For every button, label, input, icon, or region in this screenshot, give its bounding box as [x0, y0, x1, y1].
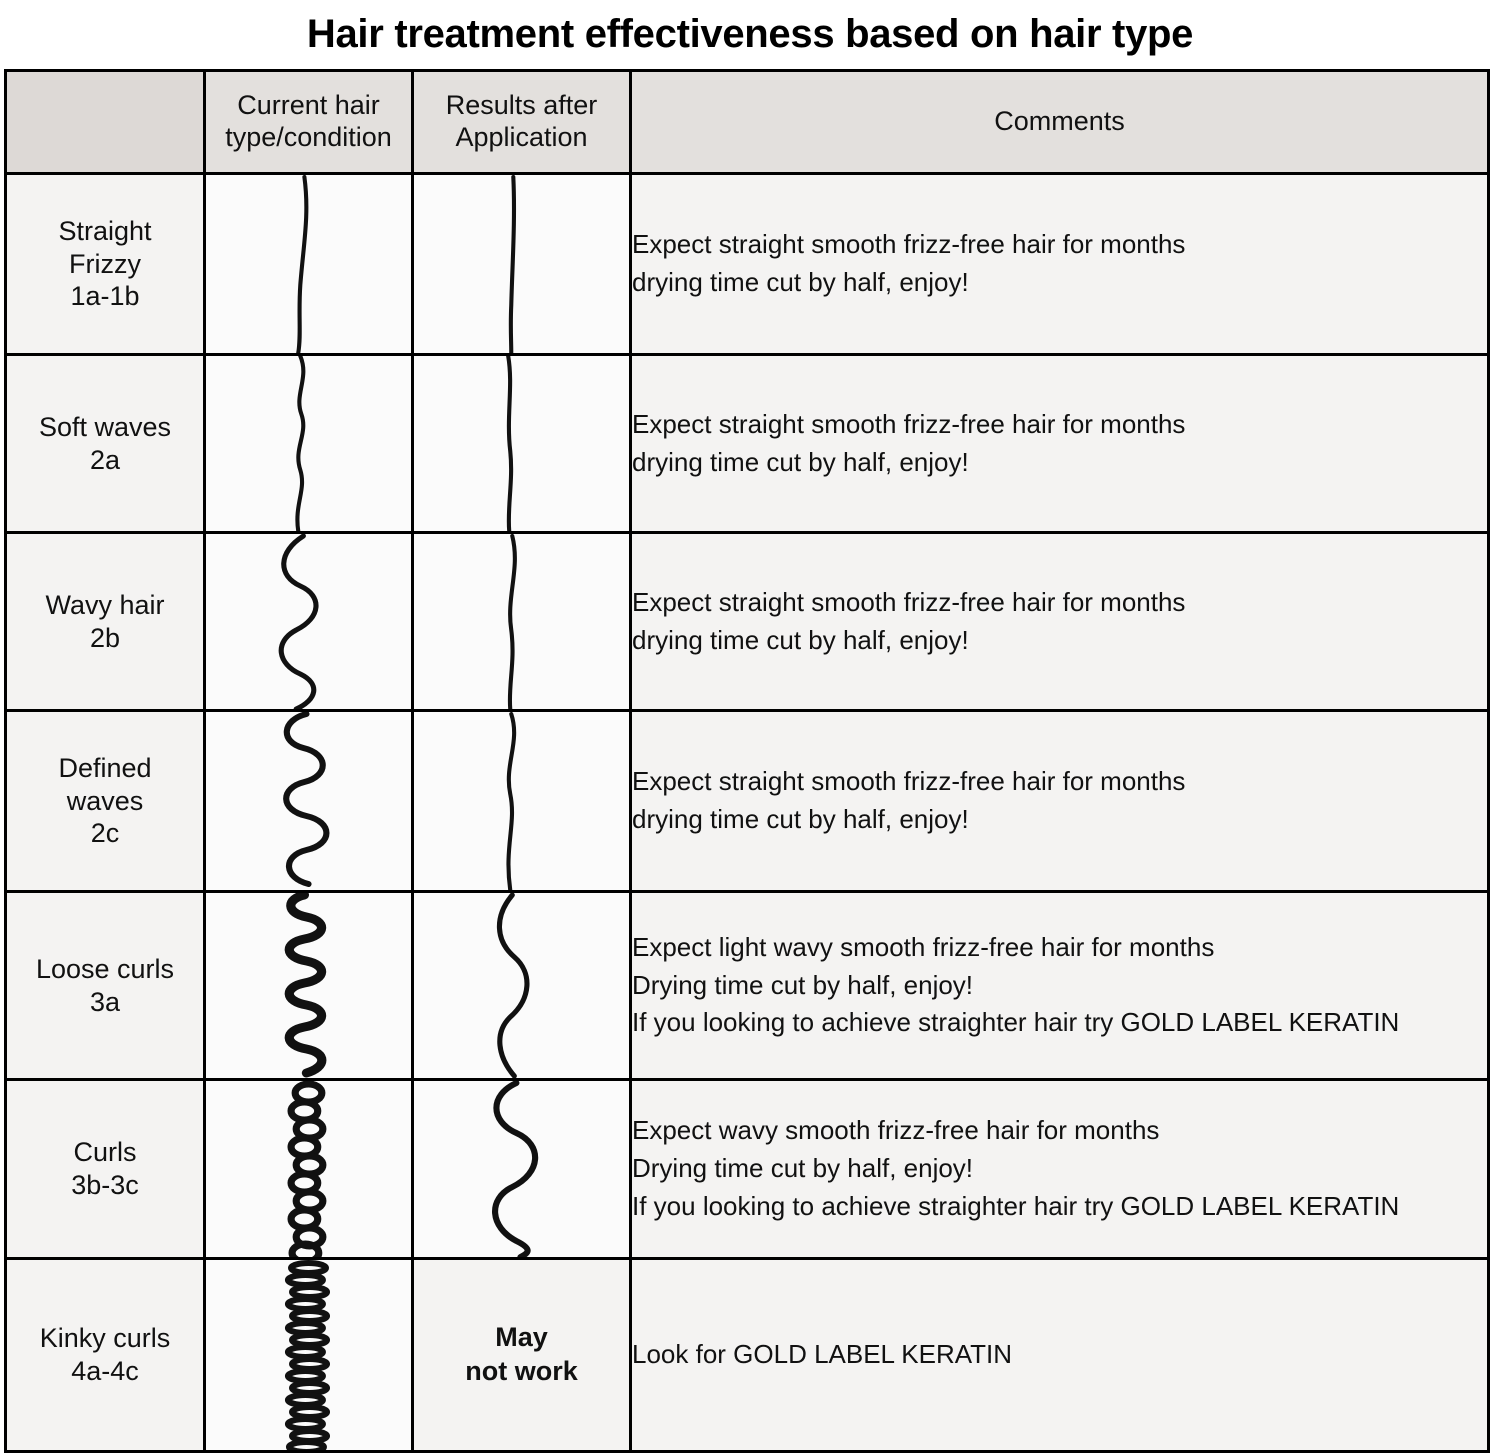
- table-row: [6, 1259, 1489, 1452]
- column-header-comments-label: Comments: [994, 106, 1125, 137]
- row-label-line: Straight: [58, 215, 152, 246]
- row-label-cell: [6, 355, 205, 533]
- current-hair-art-cell: [205, 533, 413, 711]
- table-row: [6, 355, 1489, 533]
- comment-line: drying time cut by half, enjoy!: [632, 624, 969, 655]
- row-label-line: Wavy hair: [45, 589, 165, 620]
- comment-line: drying time cut by half, enjoy!: [632, 446, 969, 477]
- table-row: [6, 533, 1489, 711]
- row-label-line: Loose curls: [35, 953, 175, 984]
- current-hair-art-cell: [205, 892, 413, 1080]
- row-label-line: 2b: [89, 622, 121, 653]
- comment-line: Drying time cut by half, enjoy!: [632, 969, 974, 1000]
- row-label-cell: [6, 533, 205, 711]
- result-may-not-work-cell: [413, 1259, 631, 1452]
- current-hair-art-cell: [205, 711, 413, 892]
- may-not-work-line: May: [495, 1322, 548, 1353]
- row-label-cell: [6, 892, 205, 1080]
- comment-line: Expect wavy smooth frizz-free hair for months: [632, 1115, 1160, 1146]
- column-header-current-line-2: type/condition: [225, 122, 392, 152]
- comment-line: Expect straight smooth frizz-free hair for months: [632, 229, 1186, 260]
- row-label-line: 4a-4c: [71, 1356, 139, 1386]
- comment-line: Expect straight smooth frizz-free hair for months: [632, 408, 1186, 439]
- comment-line: Expect straight smooth frizz-free hair for months: [632, 586, 1186, 617]
- table-header-row: [6, 71, 1489, 174]
- row-label-cell: [6, 1259, 205, 1452]
- column-header-comments: [631, 71, 1489, 174]
- result-hair-art-cell: [413, 892, 631, 1080]
- row-label-line: 1a-1b: [70, 281, 140, 312]
- row-label-line: 2a: [89, 444, 121, 475]
- comments-cell: [631, 711, 1489, 892]
- table-row: [6, 174, 1489, 355]
- table-header: [6, 71, 1489, 174]
- straight-strand-icon: [414, 175, 629, 353]
- comments-cell: [631, 1259, 1489, 1452]
- current-hair-art-cell: [205, 1080, 413, 1259]
- hair-treatment-table: [4, 69, 1490, 1453]
- column-header-results: [413, 71, 631, 174]
- comment-line: Drying time cut by half, enjoy!: [632, 1153, 974, 1184]
- row-label-cell: [6, 711, 205, 892]
- row-label-line: Defined: [58, 752, 152, 783]
- comment-line: drying time cut by half, enjoy!: [632, 267, 969, 297]
- column-header-current-line-1: Current hair: [237, 90, 380, 121]
- defined-wave-strand-icon: [206, 712, 411, 890]
- result-hair-art-cell: [413, 711, 631, 892]
- row-label-cell: [6, 1080, 205, 1259]
- comment-line: Look for GOLD LABEL KERATIN: [632, 1339, 1013, 1370]
- row-label-line: 3b-3c: [71, 1170, 139, 1200]
- row-label-line: 2c: [90, 818, 120, 849]
- row-label-line: waves: [66, 785, 144, 816]
- comment-line: Expect light wavy smooth frizz-free hair for months: [632, 931, 1215, 962]
- straight-strand-icon: [206, 175, 411, 353]
- result-hair-art-cell: [413, 1080, 631, 1259]
- comment-line: Expect straight smooth frizz-free hair for months: [632, 766, 1186, 797]
- column-header-current-hair: [205, 71, 413, 174]
- row-label-line: Kinky curls: [39, 1323, 171, 1354]
- result-hair-art-cell: [413, 355, 631, 533]
- comments-cell: [631, 533, 1489, 711]
- column-header-results-line-2: Application: [455, 122, 588, 152]
- column-header-blank: [6, 71, 205, 174]
- may-not-work-line: not work: [465, 1356, 578, 1386]
- near-straight-strand-icon: [414, 356, 629, 531]
- comments-cell: [631, 1080, 1489, 1259]
- comment-line: If you looking to achieve straighter hair try GOLD LABEL KERATIN: [632, 1007, 1400, 1038]
- row-label-line: Frizzy: [69, 248, 141, 279]
- current-hair-art-cell: [205, 1259, 413, 1452]
- row-label-cell: [6, 174, 205, 355]
- kinky-curl-strand-icon: [206, 1260, 411, 1450]
- row-label-line: Soft waves: [38, 411, 172, 442]
- table-body: [6, 174, 1489, 1452]
- page-title: Hair treatment effectiveness based on hair type: [306, 12, 1194, 56]
- table-row: [6, 711, 1489, 892]
- comments-cell: [631, 892, 1489, 1080]
- near-straight-strand-icon: [414, 534, 629, 709]
- light-wave-strand-icon: [414, 893, 629, 1078]
- soft-wave-strand-icon: [206, 356, 411, 531]
- soft-wave-strand-icon: [414, 712, 629, 890]
- column-header-results-line-1: Results after: [445, 90, 598, 121]
- table-row: [6, 892, 1489, 1080]
- wavy-strand-icon: [206, 534, 411, 709]
- comments-cell: [631, 355, 1489, 533]
- result-hair-art-cell: [413, 533, 631, 711]
- loose-curl-strand-icon: [206, 893, 411, 1078]
- comments-cell: [631, 174, 1489, 355]
- row-label-line: 3a: [89, 986, 121, 1017]
- current-hair-art-cell: [205, 355, 413, 533]
- row-label-line: Curls: [73, 1137, 137, 1168]
- wavy-strand-icon: [414, 1081, 629, 1257]
- table-row: [6, 1080, 1489, 1259]
- comment-line: If you looking to achieve straighter hair try GOLD LABEL KERATIN: [632, 1190, 1400, 1221]
- result-hair-art-cell: [413, 174, 631, 355]
- comment-line: drying time cut by half, enjoy!: [632, 804, 969, 834]
- current-hair-art-cell: [205, 174, 413, 355]
- curl-strand-icon: [206, 1081, 411, 1257]
